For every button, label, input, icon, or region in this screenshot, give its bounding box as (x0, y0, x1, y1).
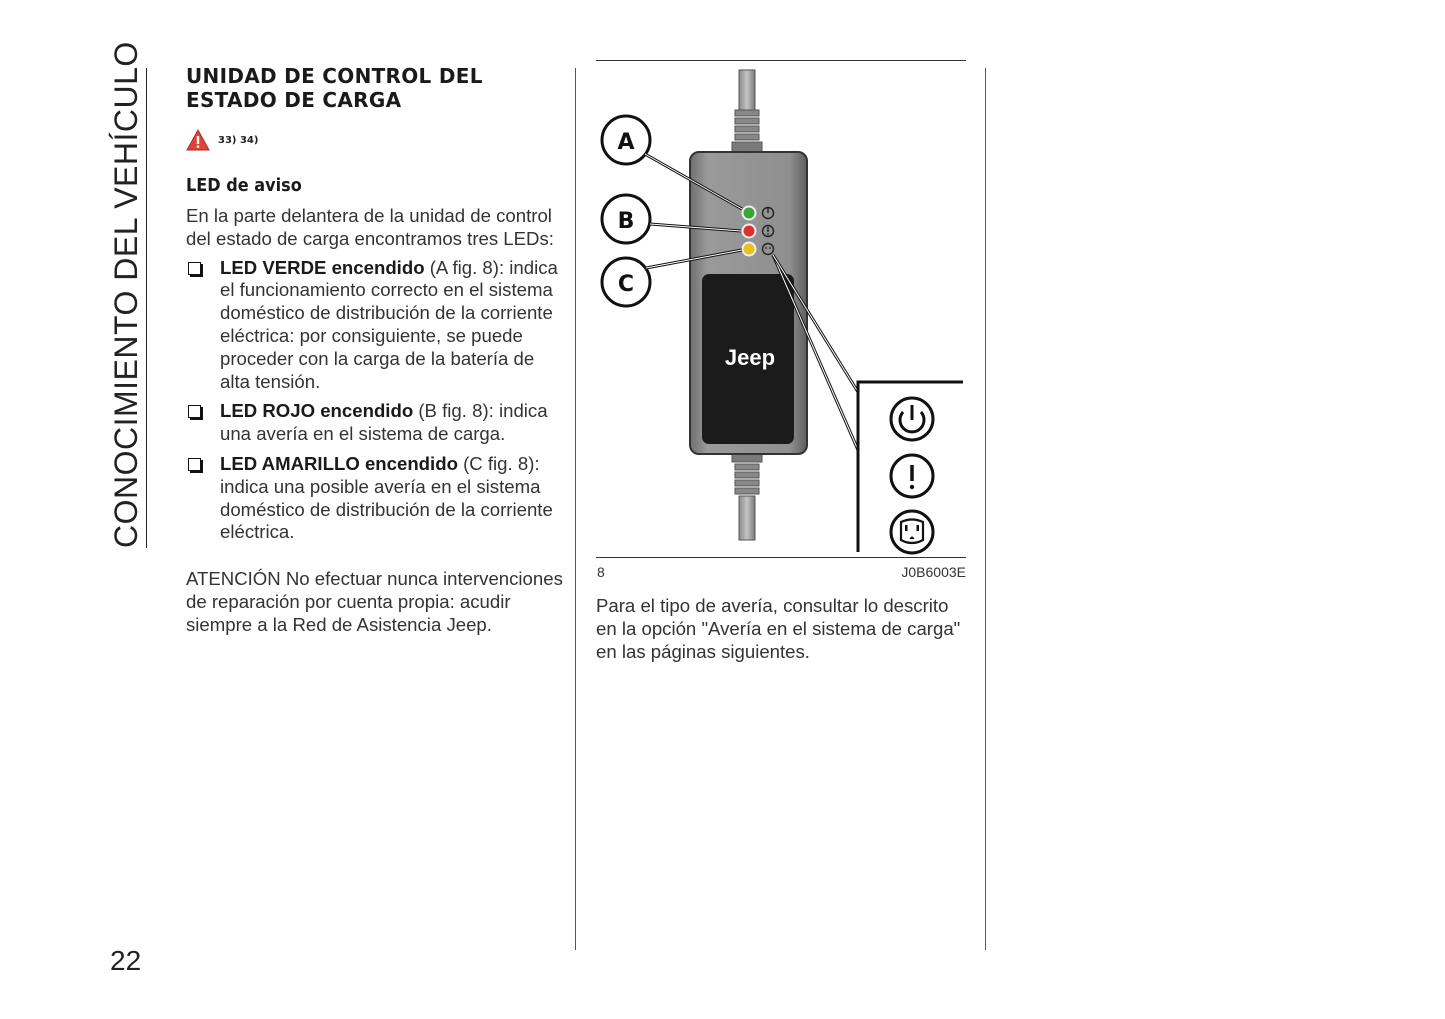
left-column (186, 64, 566, 637)
checkbox-bullet-icon (188, 262, 201, 275)
warning-triangle-icon (186, 129, 210, 151)
page-number: 22 (110, 945, 142, 976)
brand-logo: Jeep (724, 345, 776, 370)
svg-text:B: B (617, 209, 635, 234)
figure-bottom-rule (596, 557, 966, 558)
warning-references (186, 127, 566, 153)
led-green (743, 207, 756, 220)
chapter-divider (146, 68, 147, 548)
charging-unit-illustration (596, 62, 966, 557)
cable-bottom (732, 452, 762, 540)
led-list (186, 257, 566, 545)
checkbox-bullet-icon (188, 458, 201, 471)
list-item: LED AMARILLO encendido (C fig. 8): indica una posible avería en el sistema doméstico de distribución de la corriente eléctrica. (186, 453, 566, 544)
led-red (743, 225, 756, 238)
subheading: LED de aviso (186, 176, 302, 196)
figure-top-rule (596, 60, 966, 61)
outlet-icon (891, 511, 933, 553)
section-heading: UNIDAD DE CONTROL DEL ESTADO DE CARGA (186, 64, 483, 112)
svg-text:A: A (617, 130, 635, 155)
intro-paragraph: En la parte delantera de la unidad de control del estado de carga encontramos tres LEDs: (186, 205, 554, 249)
list-item: LED VERDE encendido (A fig. 8): indica el funcionamiento correcto en el sistema doméstico de distribución de la corriente eléctrica: por consiguiente, se puede proceder con la carga de la batería de alta tensión. (186, 257, 566, 394)
chapter-title: CONOCIMIENTO DEL VEHÍCULO (108, 41, 144, 548)
checkbox-bullet-icon (188, 405, 201, 418)
column-divider-2 (985, 68, 986, 950)
list-item: LED ROJO encendido (B fig. 8): indica una avería en el sistema de carga. (186, 400, 566, 446)
figure-number: 8 (597, 564, 605, 580)
cable-top (732, 70, 762, 152)
column-divider-1 (575, 68, 576, 950)
svg-text:C: C (617, 272, 635, 297)
figure-code: J0B6003E (901, 564, 966, 580)
attention-note: ATENCIÓN No efectuar nunca intervenciones de reparación por cuenta propia: acudir siempre a la Red de Asistencia Jeep. (186, 568, 563, 635)
led-yellow (743, 243, 756, 256)
warning-refs-text: 33) 34) (218, 134, 259, 146)
power-icon (891, 398, 933, 440)
right-column-text: Para el tipo de avería, consultar lo descrito en la opción "Avería en el sistema de carga" en las páginas siguientes. (596, 595, 961, 662)
alert-icon (891, 455, 933, 497)
